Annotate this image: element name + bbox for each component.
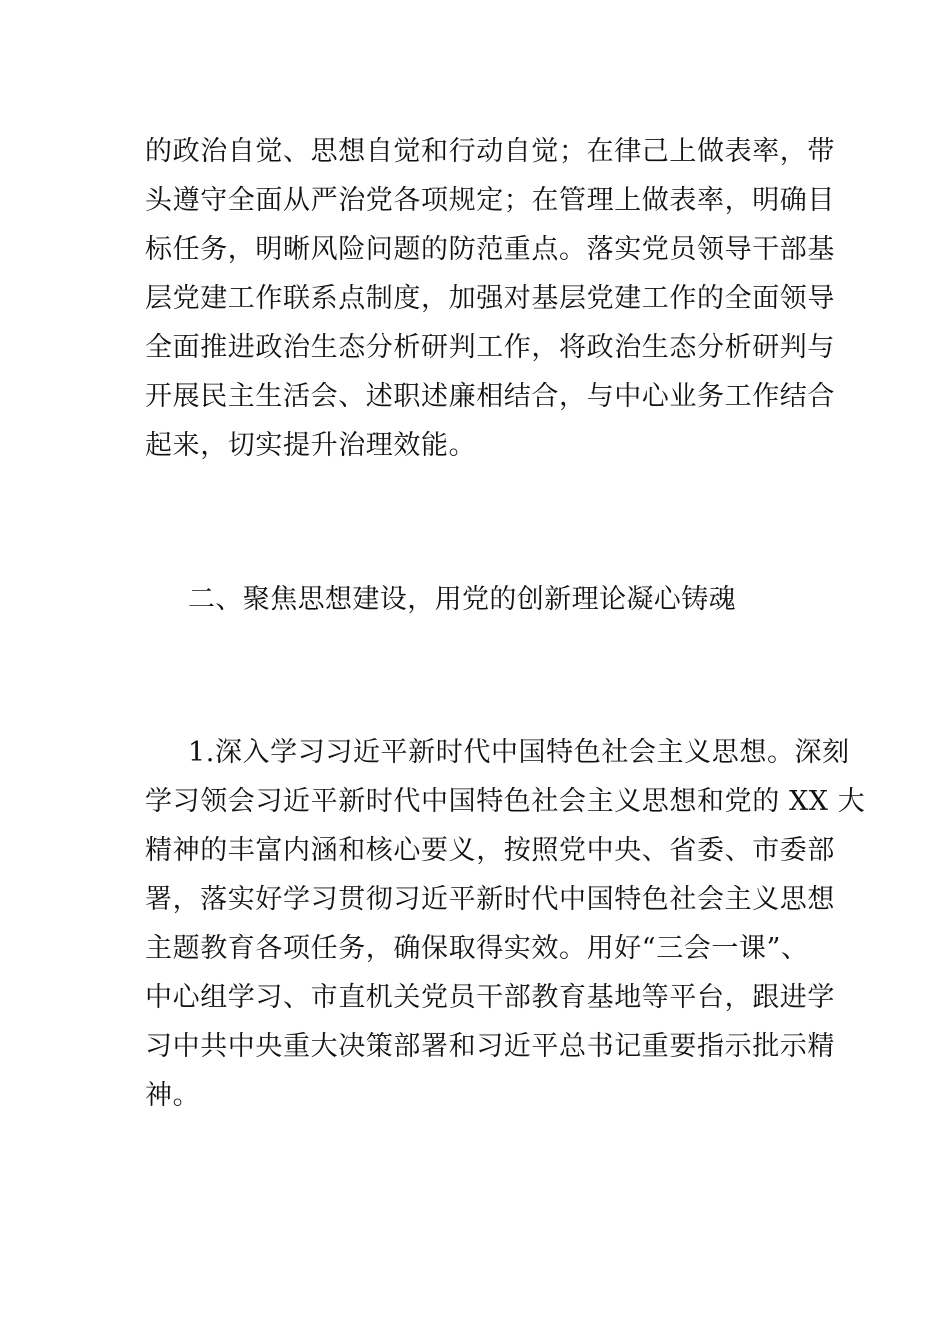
paragraph-line: 层党建工作联系点制度，加强对基层党建工作的全面领导 [145,283,835,314]
paragraph-line: 精神的丰富内涵和核心要义，按照党中央、省委、市委部 [145,835,835,866]
paragraph-line: 署，落实好学习贯彻习近平新时代中国特色社会主义思想 [145,884,835,915]
paragraph-line: 起来，切实提升治理效能。 [145,430,477,461]
paragraph-line: 的政治自觉、思想自觉和行动自觉；在律己上做表率，带 [145,136,835,167]
section-heading: 二、聚焦思想建设，用党的创新理论凝心铸魂 [188,584,736,615]
paragraph-line: 主题教育各项任务，确保取得实效。用好“三会一课”、 [145,933,809,964]
paragraph-line: 全面推进政治生态分析研判工作，将政治生态分析研判与 [145,332,835,363]
paragraph-line: 标任务，明晰风险问题的防范重点。落实党员领导干部基 [145,234,835,265]
paragraph-line: 1.深入学习习近平新时代中国特色社会主义思想。深刻 [188,737,850,768]
paragraph-line: 中心组学习、市直机关党员干部教育基地等平台，跟进学 [145,982,835,1013]
paragraph-line: 开展民主生活会、述职述廉相结合，与中心业务工作结合 [145,381,835,412]
paragraph-line: 神。 [145,1080,201,1111]
paragraph-line: 习中共中央重大决策部署和习近平总书记重要指示批示精 [145,1031,835,1062]
paragraph-line: 学习领会习近平新时代中国特色社会主义思想和党的 XX 大 [145,786,866,817]
paragraph-line: 头遵守全面从严治党各项规定；在管理上做表率，明确目 [145,185,835,216]
